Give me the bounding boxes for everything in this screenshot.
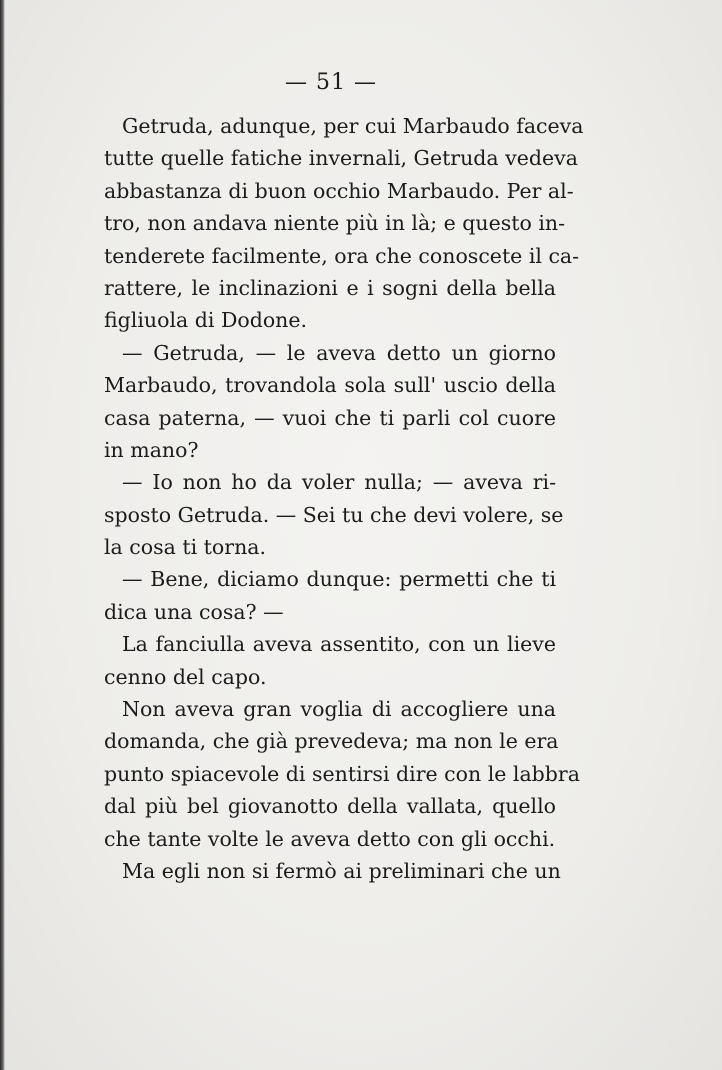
text-line: cenno del capo.	[104, 664, 267, 689]
text-line: figliuola di Dodone.	[104, 308, 308, 333]
text-line: dal più bel giovanotto della vallata, quello	[104, 794, 556, 819]
text-line: — Getruda, — le aveva detto un giorno	[122, 340, 556, 365]
text-line: in mano?	[104, 437, 199, 462]
text-line: domanda, che già prevedeva; ma non le era	[104, 729, 559, 754]
text-line: la cosa ti torna.	[104, 535, 267, 560]
page-spine-shadow	[0, 0, 5, 1070]
text-line: Non aveva gran voglia di accogliere una	[122, 697, 556, 722]
text-line: dica una cosa? —	[104, 599, 284, 624]
text-line: punto spiacevole di sentirsi dire con le labbra	[104, 761, 580, 786]
page-number: — 51 —	[285, 70, 377, 95]
text-line: tutte quelle fatiche invernali, Getruda vedeva	[104, 146, 578, 171]
text-line: Getruda, adunque, per cui Marbaudo faceva	[122, 114, 584, 138]
text-line: sposto Getruda. — Sei tu che devi volere, se	[104, 502, 564, 527]
text-line: tenderete facilmente, ora che conoscete il ca-	[104, 243, 580, 268]
text-line: Marbaudo, trovandola sola sull' uscio della	[104, 373, 556, 398]
text-line: che tante volte le aveva detto con gli occhi.	[104, 826, 556, 851]
text-line: La fanciulla aveva assentito, con un lieve	[122, 632, 556, 657]
body-text	[104, 110, 584, 887]
text-line: Ma egli non si fermò ai preliminari che un	[122, 858, 561, 883]
text-line: — Bene, diciamo dunque: permetti che ti	[122, 567, 556, 592]
text-line: tro, non andava niente più in là; e questo in-	[104, 211, 566, 236]
text-line: abbastanza di buon occhio Marbaudo. Per al-	[104, 178, 574, 203]
text-line: casa paterna, — vuoi che ti parli col cuore	[104, 405, 556, 430]
text-line: — Io non ho da voler nulla; — aveva ri-	[122, 470, 556, 495]
text-line: rattere, le inclinazioni e i sogni della bella	[104, 275, 556, 300]
